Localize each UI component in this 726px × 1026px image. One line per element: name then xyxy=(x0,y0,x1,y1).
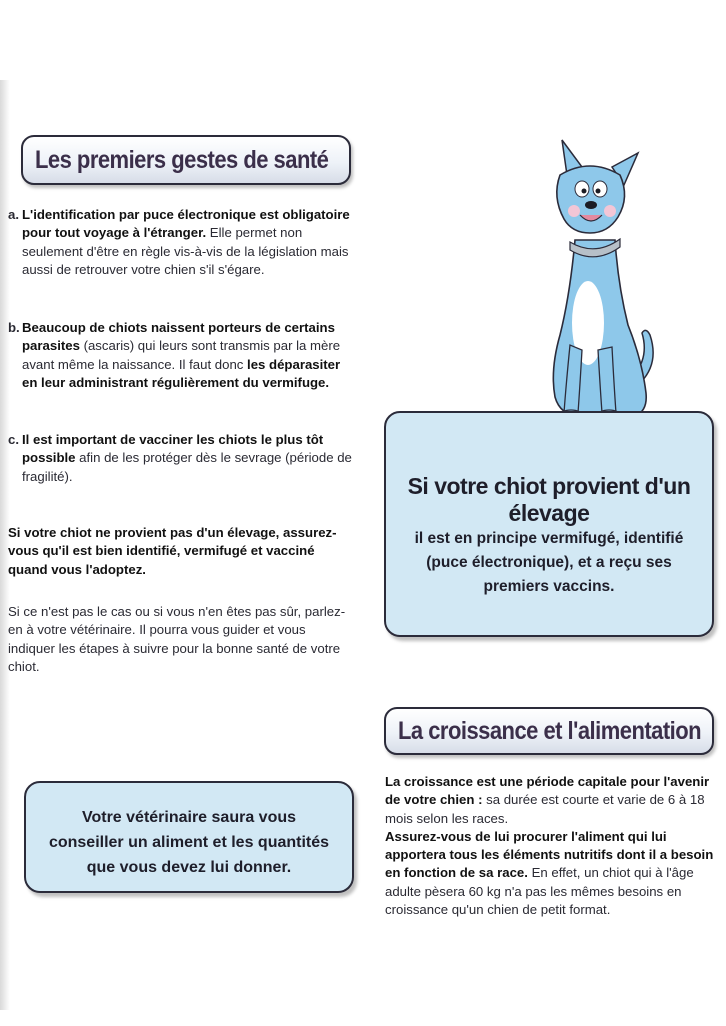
list-marker-a: a. xyxy=(8,207,19,222)
list-item-a xyxy=(8,206,352,279)
section-title-growth xyxy=(384,707,714,755)
callout-vet xyxy=(24,781,354,893)
item-a-text: Elle permet non seulement d'être en règle vis-à-vis de la législation mais aussi de retrouver votre chien s'il s'égare. xyxy=(22,225,349,277)
callout-vet-line-2: conseiller un aliment et les quantités xyxy=(48,834,330,851)
item-c-text: afin de les protéger dès le sevrage (période de fragilité). xyxy=(22,450,352,484)
section-title-health-text: Les premiers gestes de santé xyxy=(35,145,329,174)
paragraph-vet-advice xyxy=(8,603,352,676)
callout-vet-line-1: Votre vétérinaire saura vous xyxy=(81,809,297,826)
item-c-bold: Il est important de vacciner les chiots le plus tôt possible xyxy=(22,432,324,466)
list-marker-c: c. xyxy=(8,432,19,447)
paragraph-growth xyxy=(385,773,715,919)
paragraph-adoption xyxy=(8,524,352,579)
growth-bold-2: Assurez-vous de lui procurer l'aliment qui lui apportera tous les éléments nutritifs dont il a besoin en fonction de sa race. xyxy=(385,828,714,881)
paragraph-adoption-text: Si votre chiot ne provient pas d'un élevage, assurez-vous qu'il est bien identifié, vermifugé et vacciné quand vous l'adoptez. xyxy=(8,525,337,577)
callout-vet-line-3: que vous devez lui donner. xyxy=(86,859,292,876)
item-b-bold-2: les déparasiter en leur administrant régulièrement du vermifuge. xyxy=(22,356,341,390)
dog-illustration xyxy=(520,135,670,425)
item-a-bold: L'identification par puce électronique est obligatoire pour tout voyage à l'étranger. xyxy=(22,207,350,241)
paragraph-vet-advice-text: Si ce n'est pas le cas ou si vous n'en êtes pas sûr, parlez-en à votre vétérinaire. Il pourra vous guider et vous indiquer les étapes à suivre pour la bonne santé de votre chiot. xyxy=(8,604,346,674)
section-title-growth-text: La croissance et l'alimentation xyxy=(398,716,702,745)
section-title-health xyxy=(21,135,351,185)
callout-breeding-headline: Si votre chiot provient d'un élevage xyxy=(407,473,691,526)
callout-breeding-text: il est en principe vermifugé, identifié (puce électronique), et a reçu ses premiers vaccins. xyxy=(414,530,684,595)
growth-text-1: sa durée est courte et varie de 6 à 18 mois selon les races. xyxy=(385,792,705,826)
item-b-text: (ascaris) qui leurs sont transmis par la mère avant même la naissance. Il faut donc xyxy=(22,338,341,372)
list-item-c xyxy=(8,431,352,486)
item-b-bold-1: Beaucoup de chiots naissent porteurs de certains parasites xyxy=(22,320,335,354)
list-marker-b: b. xyxy=(8,320,20,335)
callout-breeding xyxy=(384,411,714,637)
growth-text-2: En effet, un chiot qui à l'âge adulte pèsera 60 kg n'a pas les mêmes besoins en croissance qu'un chien de petit format. xyxy=(385,865,694,918)
list-item-b xyxy=(8,319,352,392)
growth-bold-1: La croissance est une période capitale pour l'avenir de votre chien : xyxy=(385,774,710,808)
